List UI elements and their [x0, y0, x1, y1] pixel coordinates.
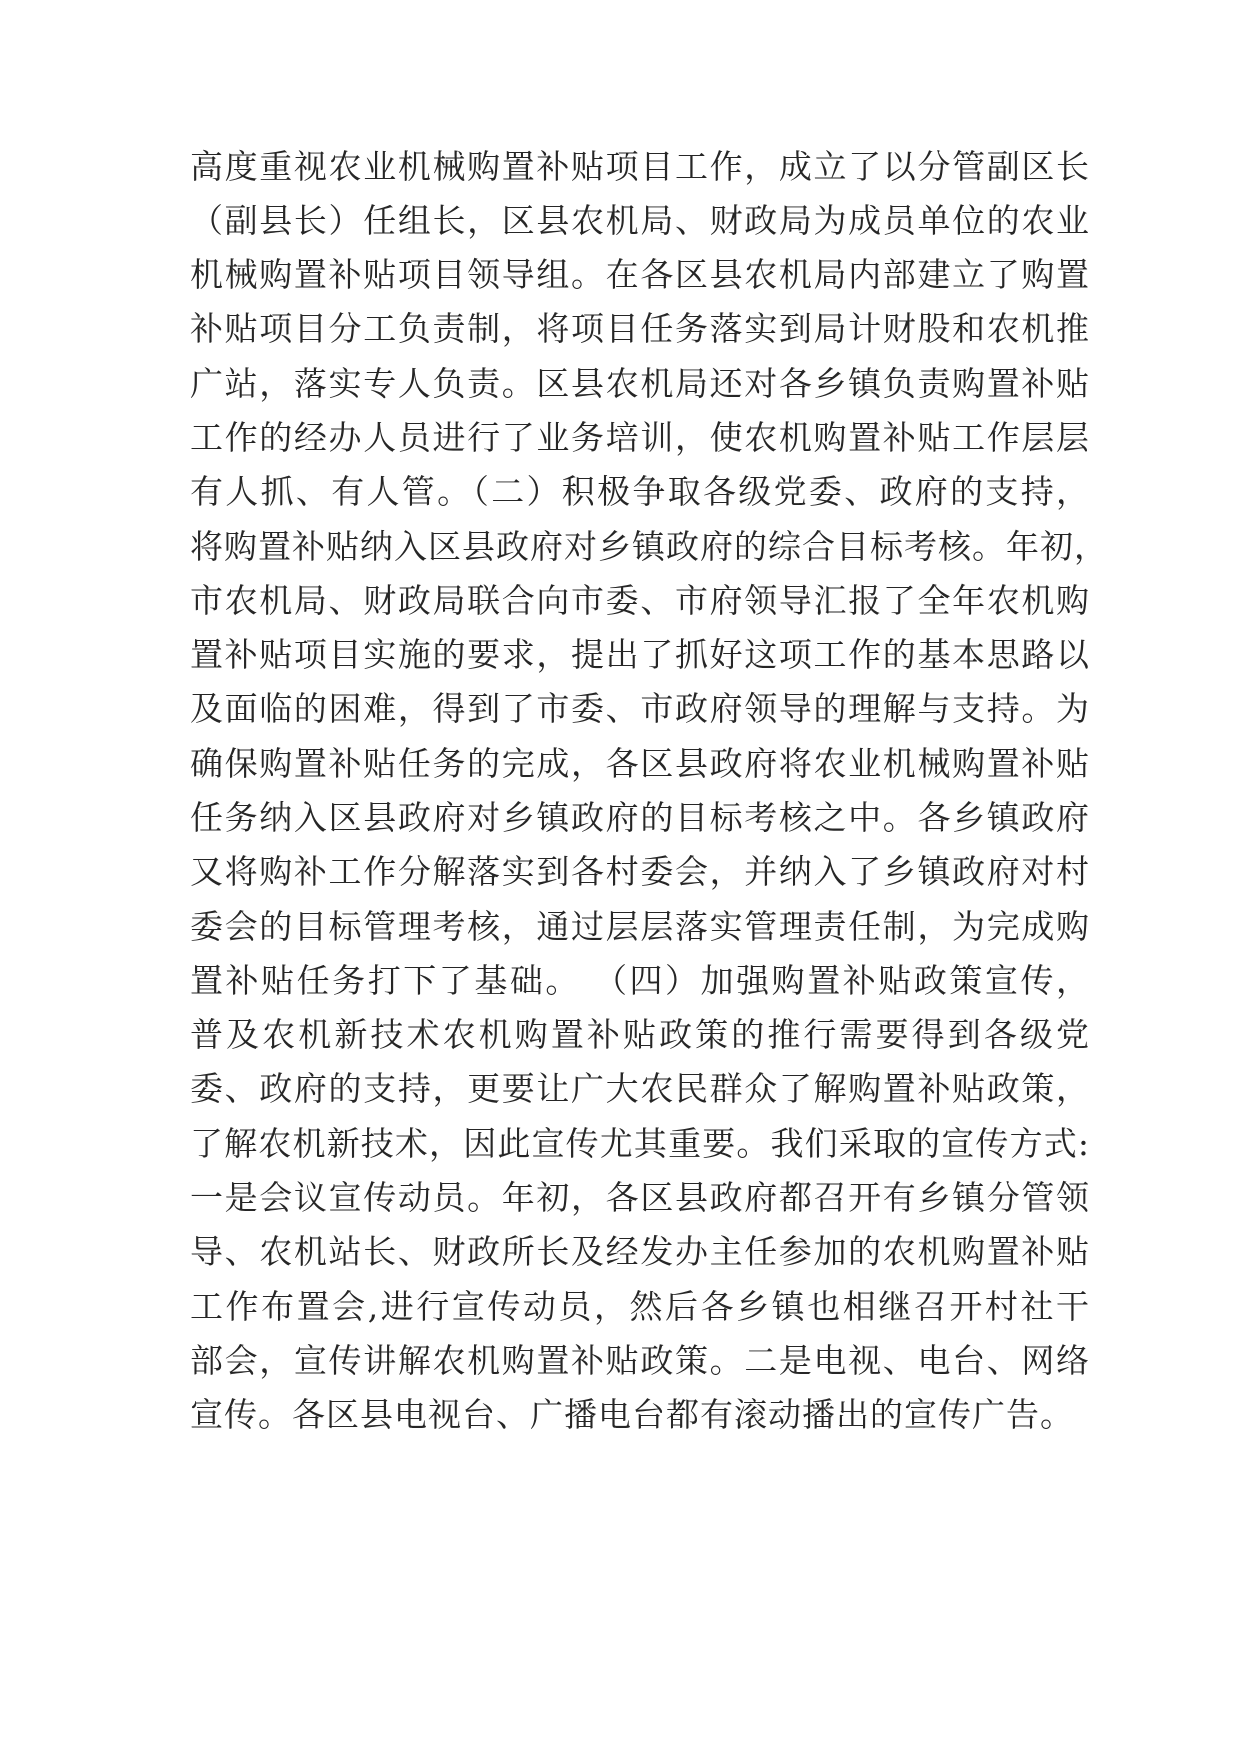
text-line: 导、农机站长、财政所长及经发办主任参加的农机购置补贴 — [190, 1232, 1090, 1271]
text-line: 置补贴任务打下了基础。 （四）加强购置补贴政策宣传， — [190, 961, 1090, 1000]
text-line: 置补贴项目实施的要求，提出了抓好这项工作的基本思路以 — [190, 635, 1090, 674]
text-line: 委、政府的支持，更要让广大农民群众了解购置补贴政策， — [190, 1069, 1090, 1108]
text-line: 高度重视农业机械购置补贴项目工作，成立了以分管副区长 — [190, 147, 1090, 186]
text-line: 补贴项目分工负责制，将项目任务落实到局计财股和农机推 — [190, 309, 1090, 348]
text-line: 任务纳入区县政府对乡镇政府的目标考核之中。各乡镇政府 — [190, 798, 1090, 837]
text-line: 工作布置会,进行宣传动员，然后各乡镇也相继召开村社干 — [190, 1287, 1090, 1326]
text-line: 市农机局、财政局联合向市委、市府领导汇报了全年农机购 — [190, 581, 1090, 620]
text-line: 确保购置补贴任务的完成，各区县政府将农业机械购置补贴 — [190, 744, 1090, 783]
text-line: 有人抓、有人管。（二）积极争取各级党委、政府的支持， — [190, 472, 1090, 511]
text-line: 委会的目标管理考核，通过层层落实管理责任制，为完成购 — [190, 907, 1090, 946]
text-line: 宣传。各区县电视台、广播电台都有滚动播出的宣传广告。 — [190, 1395, 1074, 1434]
text-line: 一是会议宣传动员。年初，各区县政府都召开有乡镇分管领 — [190, 1178, 1090, 1217]
text-line: 普及农机新技术农机购置补贴政策的推行需要得到各级党 — [190, 1015, 1090, 1054]
text-line: 了解农机新技术，因此宣传尤其重要。我们采取的宣传方式: — [190, 1124, 1090, 1163]
text-line: 又将购补工作分解落实到各村委会，并纳入了乡镇政府对村 — [190, 852, 1090, 891]
text-line: 机械购置补贴项目领导组。在各区县农机局内部建立了购置 — [190, 255, 1090, 294]
text-line: 及面临的困难，得到了市委、市政府领导的理解与支持。为 — [190, 689, 1090, 728]
text-line: 广站，落实专人负责。区县农机局还对各乡镇负责购置补贴 — [190, 364, 1090, 403]
text-line: 将购置补贴纳入区县政府对乡镇政府的综合目标考核。年初， — [190, 527, 1108, 566]
text-line: （副县长）任组长，区县农机局、财政局为成员单位的农业 — [190, 201, 1090, 240]
text-line: 部会，宣传讲解农机购置补贴政策。二是电视、电台、网络 — [190, 1341, 1090, 1380]
text-line: 工作的经办人员进行了业务培训，使农机购置补贴工作层层 — [190, 418, 1090, 457]
